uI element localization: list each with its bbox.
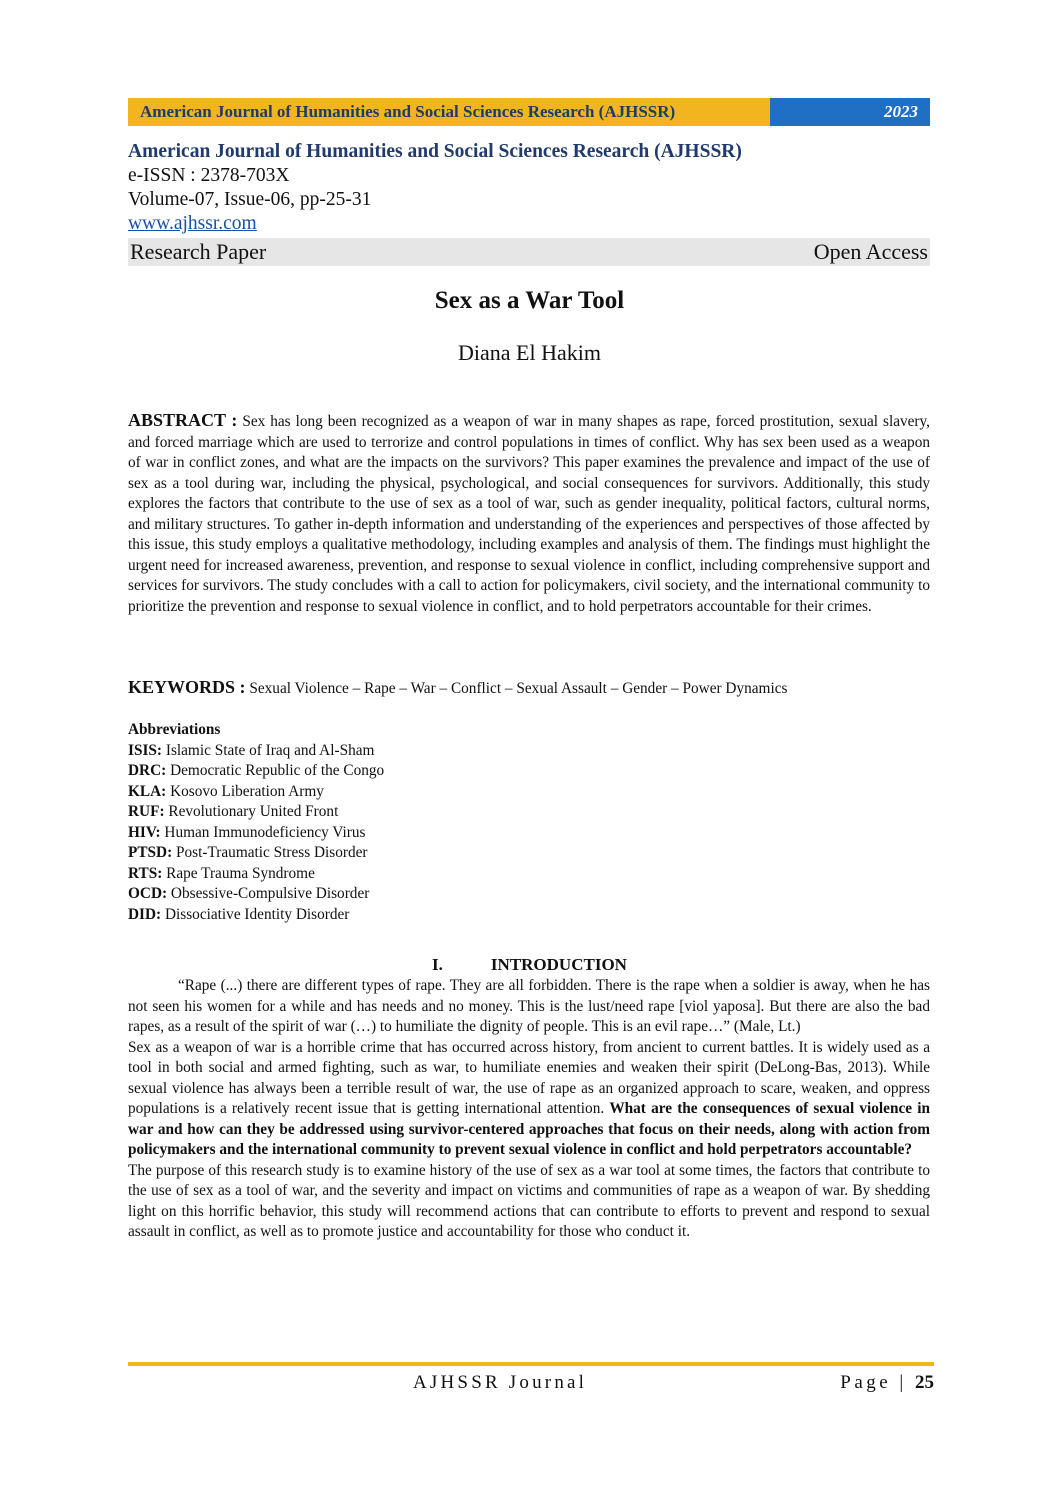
journal-info bbox=[128, 140, 930, 236]
abbreviation-item bbox=[128, 802, 628, 823]
abbreviation-item bbox=[128, 782, 628, 803]
footer-page bbox=[840, 1372, 934, 1394]
abbreviation-key: OCD: bbox=[128, 885, 168, 902]
abbreviation-value: Post-Traumatic Stress Disorder bbox=[176, 844, 368, 861]
abbreviation-key: ISIS: bbox=[128, 741, 163, 759]
journal-name: American Journal of Humanities and Social Sciences Research (AJHSSR) bbox=[128, 141, 742, 162]
abbreviation-value: Rape Trauma Syndrome bbox=[166, 864, 315, 882]
introduction-body bbox=[128, 976, 930, 1243]
paper-type-label: Research Paper bbox=[130, 239, 267, 264]
journal-website-link[interactable]: www.ajhssr.com bbox=[128, 213, 257, 234]
abbreviation-key: DRC: bbox=[128, 762, 167, 779]
abbreviation-key: RTS: bbox=[128, 864, 163, 882]
abbreviations bbox=[128, 720, 628, 925]
abbreviation-key: PTSD: bbox=[128, 844, 173, 861]
page-footer bbox=[128, 1372, 934, 1398]
page-number: 25 bbox=[915, 1372, 934, 1393]
abbreviation-item bbox=[128, 761, 628, 782]
abbreviation-item bbox=[128, 905, 628, 926]
abbreviation-value: Revolutionary United Front bbox=[168, 803, 339, 820]
section-heading-introduction bbox=[0, 955, 1059, 975]
abbreviation-item bbox=[128, 864, 628, 885]
abbreviation-item bbox=[128, 741, 628, 762]
abbreviation-item bbox=[128, 843, 628, 864]
abbreviation-value: Kosovo Liberation Army bbox=[170, 782, 324, 800]
abbreviation-value: Dissociative Identity Disorder bbox=[164, 905, 350, 923]
section-number: I. bbox=[432, 955, 443, 974]
keywords-text: Sexual Violence – Rape – War – Conflict – Sexual Assault – Gender – Power Dynamics bbox=[249, 680, 788, 697]
volume-issue: Volume-07, Issue-06, pp-25-31 bbox=[128, 189, 372, 210]
open-access-label: Open Access bbox=[813, 239, 928, 264]
abbreviation-value: Democratic Republic of the Congo bbox=[170, 762, 385, 779]
running-header bbox=[128, 98, 930, 126]
abstract-label: ABSTRACT : bbox=[128, 410, 238, 430]
keywords bbox=[128, 677, 930, 699]
abbreviation-item bbox=[128, 823, 628, 844]
abbreviation-key: HIV: bbox=[128, 823, 161, 841]
abbreviation-value: Islamic State of Iraq and Al-Sham bbox=[165, 741, 375, 759]
footer-journal: AJHSSR Journal bbox=[413, 1372, 588, 1393]
keywords-label: KEYWORDS : bbox=[128, 677, 246, 697]
abstract-text: Sex has long been recognized as a weapon of war in many shapes as rape, forced prostitution, sexual slavery, and forced marriage which are used to terrorize and control populations in times of conflict. Why has sex been used as a weapon of war in conflict zones, and what are the impacts on the survivors? This paper examines the prevalence and impact of the use of sex as a tool during war, including the physical, psychological, and social consequences for survivors. Additionally, this study explores the factors that contribute to the use of sex as a tool of war, such as gender inequality, political factors, cultural norms, and military structures. To gather in-depth information and understanding of the experiences and perspectives of those affected by this issue, this study employs a qualitative methodology, including examples and analysis of them. The findings must highlight the urgent need for increased awareness, prevention, and response to sexual violence in conflict, including comprehensive support and services for survivors. The study concludes with a call to action for policymakers, civil society, and the international community to prioritize the prevention and response to sexual violence in conflict, and to hold perpetrators accountable for their crimes. bbox=[128, 413, 930, 615]
abbreviation-key: DID: bbox=[128, 905, 162, 923]
intro-paragraph-1-text: Sex as a weapon of war is a horrible crime that has occurred across history, from ancient to current battles. It is widely used as a tool in both social and armed fighting, such as war, to humiliate enemies and weaken their spirit (DeLong-Bas, 2013). While sexual violence has always been a terrible result of war, the use of rape as an organized approach to scare, weaken, and oppress populations is a relatively recent issue that is getting international attention. bbox=[128, 1038, 930, 1117]
opening-quote: “Rape (...) there are different types of rape. They are all forbidden. There is the rape when a soldier is away, when he has not seen his women for a while and has needs and no money. This is the lust/need rape [viol yaposa]. But there are also the bad rapes, as a result of the spirit of war (…) to humiliate the dignity of people. This is an evil rape…” (Male, Lt.) bbox=[128, 977, 930, 1035]
abbreviations-heading: Abbreviations bbox=[128, 721, 221, 738]
footer-divider bbox=[128, 1362, 934, 1366]
footer-page-label: Page | bbox=[840, 1372, 907, 1393]
abbreviation-value: Obsessive-Compulsive Disorder bbox=[170, 885, 370, 902]
paper-title: Sex as a War Tool bbox=[434, 287, 625, 314]
abbreviation-value: Human Immunodeficiency Virus bbox=[164, 823, 366, 841]
abbreviation-key: RUF: bbox=[128, 803, 165, 820]
paper-author: Diana El Hakim bbox=[458, 340, 601, 365]
abbreviation-item bbox=[128, 884, 628, 905]
running-header-journal: American Journal of Humanities and Social Sciences Research (AJHSSR) bbox=[128, 98, 770, 126]
abstract bbox=[128, 410, 930, 617]
abbreviation-key: KLA: bbox=[128, 782, 167, 800]
paper-type-bar bbox=[128, 238, 930, 266]
running-header-year: 2023 bbox=[770, 98, 930, 126]
intro-paragraph-2: The purpose of this research study is to examine history of the use of sex as a war tool at some times, the factors that contribute to the use of sex as a tool of war, and the severity and impact on victims and communities of rape as a weapon of war. By shedding light on this horrific behavior, this study will recommend actions that can contribute to efforts to prevent and respond to sexual assault in conflict, as well as to promote justice and accountability for those who conduct it. bbox=[128, 1161, 930, 1240]
issn: e-ISSN : 2378-703X bbox=[128, 165, 290, 186]
section-title: INTRODUCTION bbox=[490, 955, 627, 974]
intro-paragraph-1 bbox=[128, 1038, 930, 1161]
research-question: What are the consequences of sexual violence in war and how can they be addressed using survivor-centered approaches that focus on their needs, along with action from policymakers and the international community to prevent sexual violence in conflict and hold perpetrators accountable? bbox=[128, 1100, 930, 1158]
